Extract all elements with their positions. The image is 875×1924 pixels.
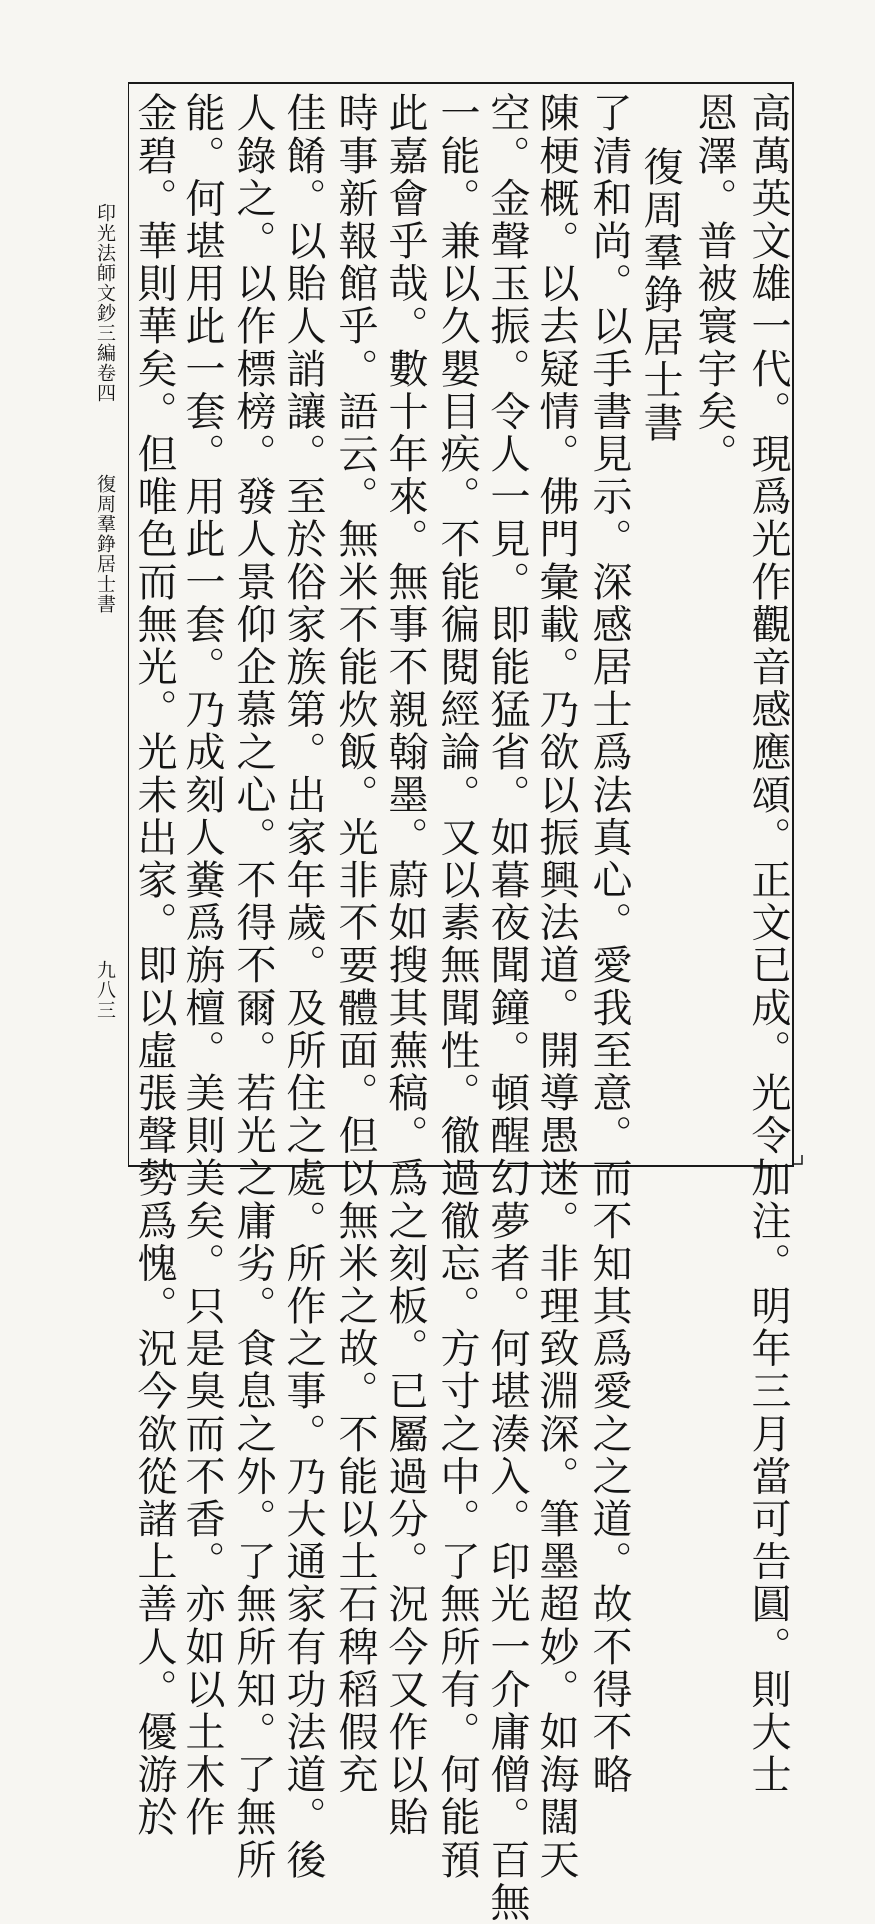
frame-corner-mark bbox=[792, 1155, 804, 1165]
text-column: 時事新報館乎。語云。無米不能炊飯。光非不要體面。但以無米之故。不能以土石稗稻假充 bbox=[332, 92, 378, 1796]
book-title: 印光法師文鈔三編卷四 bbox=[94, 203, 116, 403]
text-column: 能。何堪用此一套。用此一套。乃成刻人糞爲旃檀。美則美矣。只是臭而不香。亦如以土木作 bbox=[179, 92, 225, 1839]
text-column: 人錄之。以作標榜。發人景仰企慕之心。不得不爾。若光之庸劣。食息之外。了無所知。了無所 bbox=[230, 92, 276, 1882]
text-column: 佳餚。以貽人誚讓。至於俗家族第。出家年歲。及所住之處。所作之事。乃大通家有功法道。後 bbox=[280, 92, 326, 1882]
text-column: 高萬英文雄一代。現爲光作觀音感應頌。正文已成。光令加注。明年三月當可告圓。則大士 bbox=[745, 92, 791, 1796]
text-column: 一能。兼以久嬰目疾。不能徧閱經論。又以素無聞性。徹過徹忘。方寸之中。了無所有。何能預 bbox=[434, 92, 480, 1882]
chapter-title: 復周羣錚居士書 bbox=[94, 474, 116, 614]
text-column: 恩澤。普被寰宇矣。 bbox=[691, 92, 737, 476]
text-column: 陳梗概。以去疑情。佛門彙載。乃欲以振興法道。開導愚迷。非理致淵深。筆墨超妙。如海闊天 bbox=[533, 92, 579, 1882]
page-number: 九八三 bbox=[94, 960, 116, 1020]
text-column: 此嘉會乎哉。數十年來。無事不親翰墨。蔚如搜其蕪稿。爲之刻板。已屬過分。況今又作以貽 bbox=[382, 92, 428, 1839]
text-column: 了清和尚。以手書見示。深感居士爲法真心。愛我至意。而不知其爲愛之之道。故不得不略 bbox=[586, 92, 632, 1796]
letter-title: 復周羣錚居士書 bbox=[637, 146, 683, 445]
text-column: 金碧。華則華矣。但唯色而無光。光未出家。即以虛張聲勢爲愧。況今欲從諸上善人。優游於 bbox=[131, 92, 177, 1839]
text-column: 空。金聲玉振。令人一見。即能猛省。如暮夜聞鐘。頓醒幻夢者。何堪湊入。印光一介庸僧。百無 bbox=[484, 92, 530, 1924]
